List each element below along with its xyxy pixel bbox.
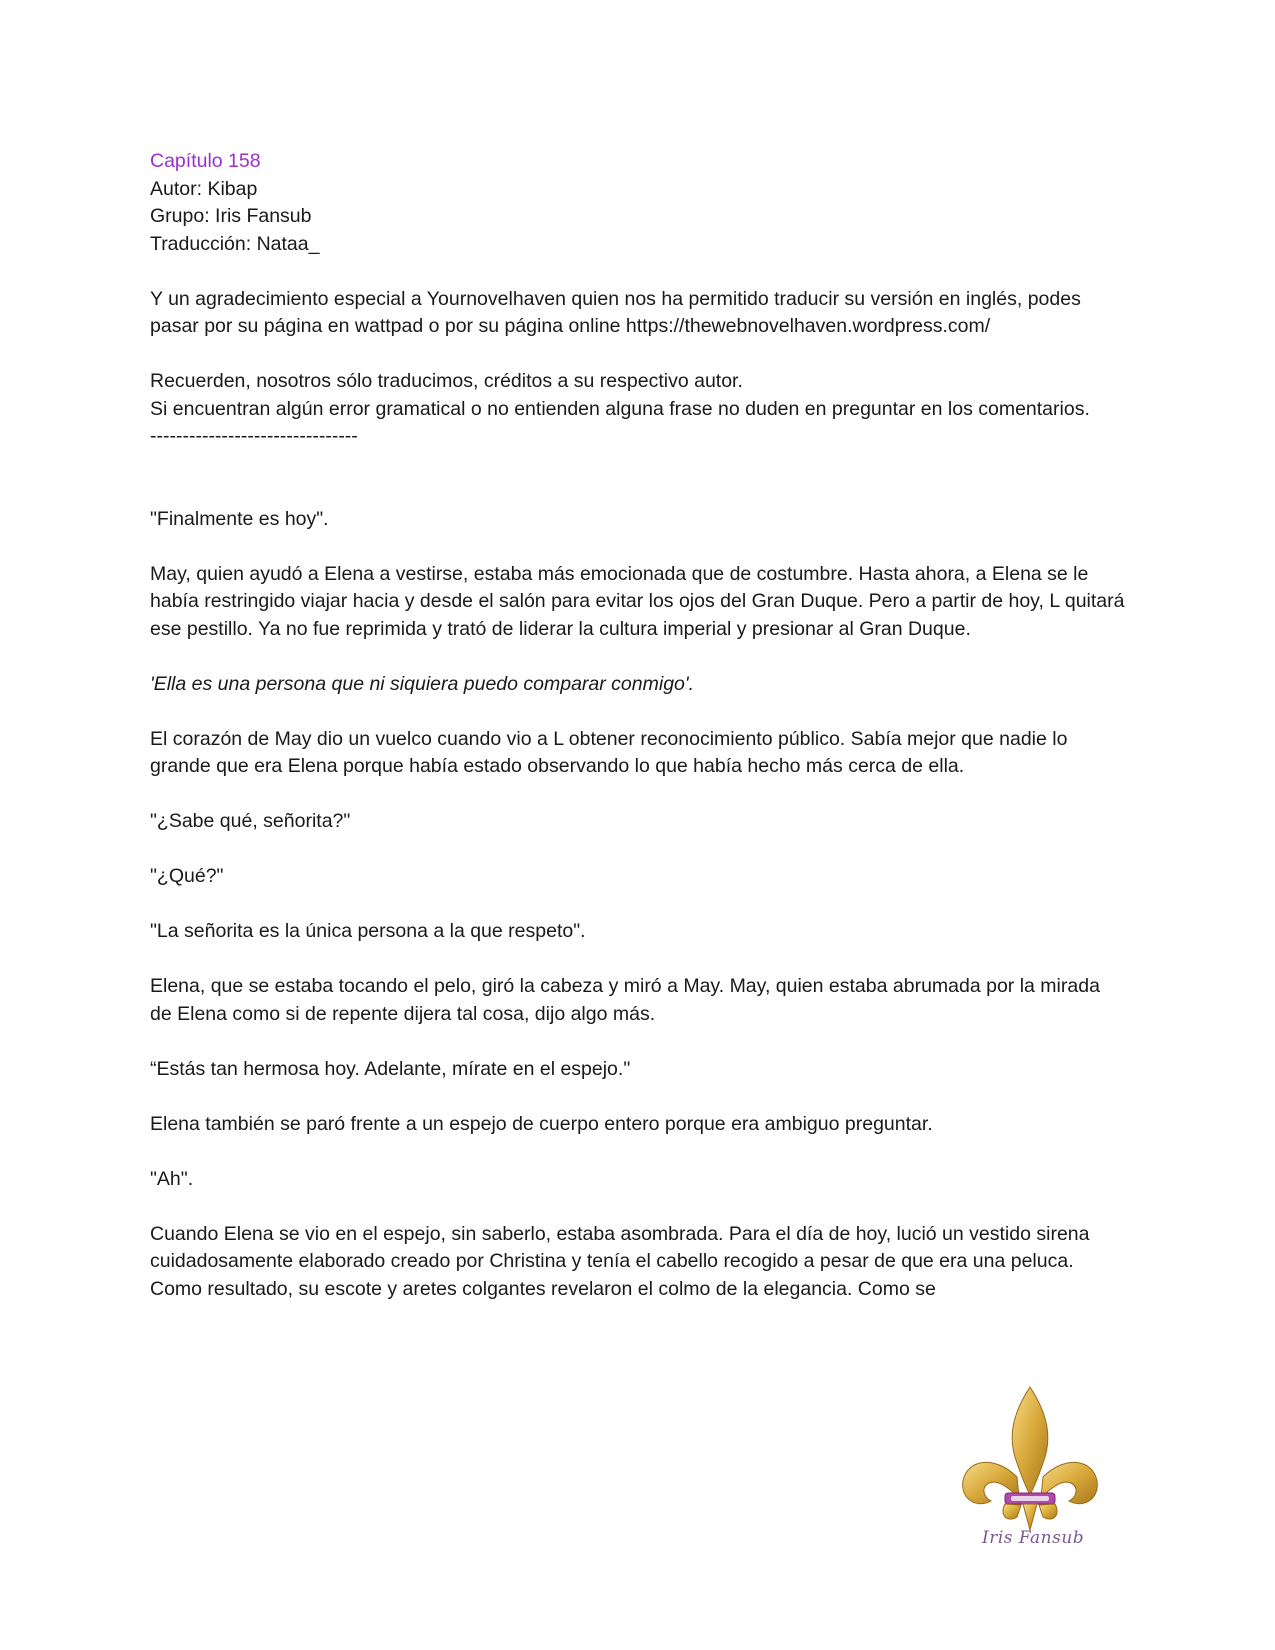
thanks-paragraph: Y un agradecimiento especial a Yournovelhaven quien nos ha permitido traducir su versión en inglés, podes pasar por su página en wattpad o por su página online https://thewebnovelhaven.wordpress.com/ xyxy=(150,287,1081,337)
body-paragraph: "¿Qué?" xyxy=(150,865,224,887)
document-page xyxy=(150,148,1125,1303)
chapter-title: Capítulo 158 xyxy=(150,150,261,172)
author-line: Autor: Kibap xyxy=(150,177,258,200)
body-paragraph: Elena también se paró frente a un espejo de cuerpo entero porque era ambiguo preguntar. xyxy=(150,1112,933,1135)
logo-text: Iris Fansub xyxy=(982,1528,1085,1548)
body-paragraph: "La señorita es la única persona a la que respeto". xyxy=(150,920,586,942)
body-paragraph: "Finalmente es hoy". xyxy=(150,507,329,530)
group-line: Grupo: Iris Fansub xyxy=(150,205,312,227)
body-paragraph: May, quien ayudó a Elena a vestirse, estaba más emocionada que de costumbre. Hasta ahora, a Elena se le había restringido viajar hacia y desde el salón para evitar los ojos del Gran Duque. Pero a partir de hoy, L quitará ese pestillo. Ya no fue reprimida y trató de liderar la cultura imperial y presionar al Gran Duque. xyxy=(150,562,1125,640)
body-paragraph: "¿Sabe qué, señorita?" xyxy=(150,810,351,832)
body-paragraph: Cuando Elena se vio en el espejo, sin saberlo, estaba asombrada. Para el día de hoy, lució un vestido sirena cuidadosamente elaborado creado por Christina y tenía el cabello recogido a pesar de que era una peluca. Como resultado, su escote y aretes colgantes revelaron el colmo de la elegancia. Como se xyxy=(150,1222,1090,1300)
body-paragraph-italic: 'Ella es una persona que ni siquiera puedo comparar conmigo'. xyxy=(150,672,695,695)
body-paragraph: El corazón de May dio un vuelco cuando vio a L obtener reconocimiento público. Sabía mejor que nadie lo grande que era Elena porque había estado observando lo que había hecho más cerca de ella. xyxy=(150,727,1068,777)
body-paragraph: "Ah". xyxy=(150,1167,194,1190)
remember-line: Recuerden, nosotros sólo traducimos, créditos a su respectivo autor. xyxy=(150,370,743,392)
body-paragraph: “Estás tan hermosa hoy. Adelante, mírate en el espejo." xyxy=(150,1057,631,1080)
body-paragraph: Elena, que se estaba tocando el pelo, giró la cabeza y miró a May. May, quien estaba abrumada por la mirada de Elena como si de repente dijera tal cosa, dijo algo más. xyxy=(150,975,1100,1025)
translation-line: Traducción: Nataa_ xyxy=(150,232,320,255)
divider-line: -------------------------------- xyxy=(150,425,358,447)
errors-paragraph: Si encuentran algún error gramatical o no entienden alguna frase no duden en preguntar en los comentarios. xyxy=(150,397,1090,420)
